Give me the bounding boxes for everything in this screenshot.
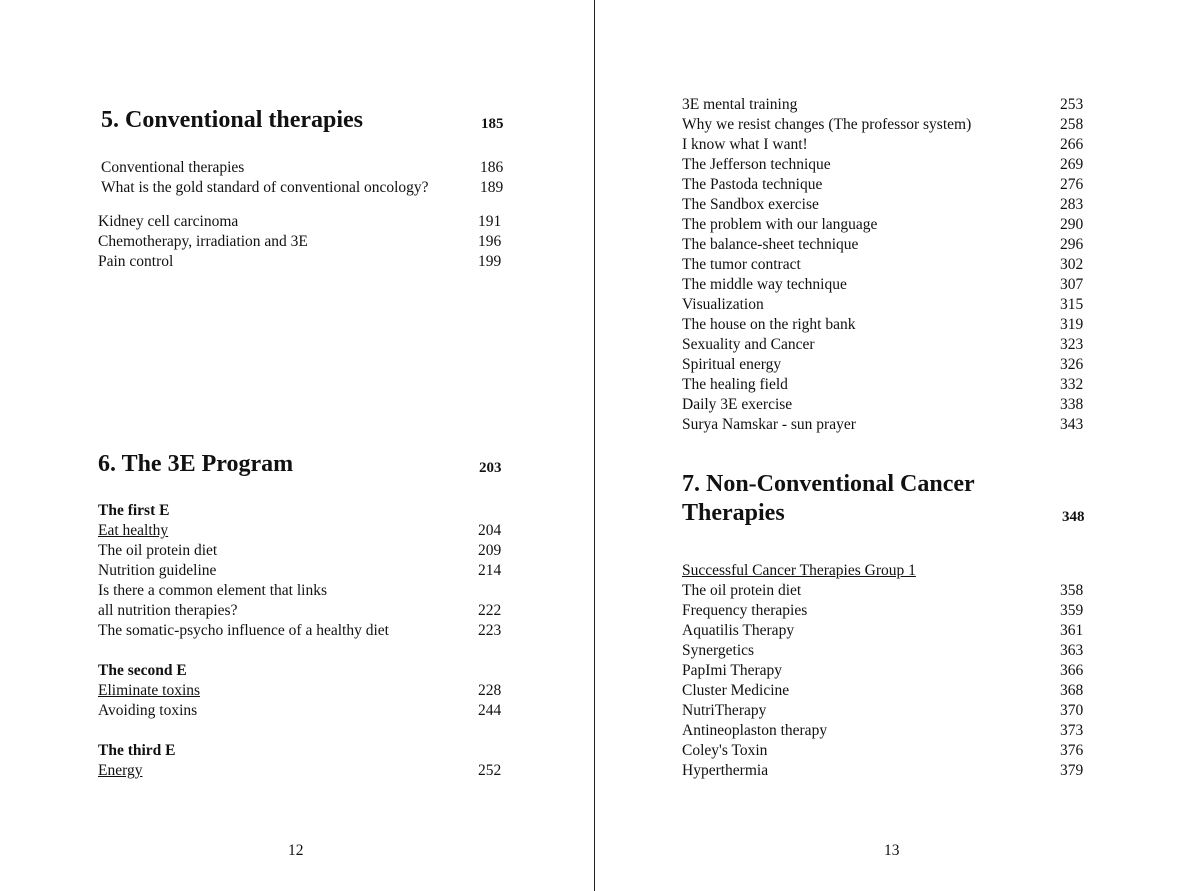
toc-entry: [98, 721, 518, 741]
toc-entry-title: Successful Cancer Therapies Group 1: [682, 562, 916, 579]
toc-entry-page: 368: [1060, 682, 1084, 699]
toc-entry-page: 366: [1060, 662, 1084, 679]
toc-entry: [682, 621, 1102, 641]
toc-entry-title: Energy: [98, 762, 143, 779]
toc-entry-title: Cluster Medicine: [682, 682, 790, 699]
toc-entry-page: 373: [1060, 722, 1084, 739]
toc-entry-page: 252: [478, 762, 502, 779]
chapter-6-entries: [98, 501, 518, 781]
chapter-6-title: 6. The 3E Program: [98, 451, 294, 477]
toc-entry: [682, 681, 1102, 701]
toc-entry-page: 258: [1060, 116, 1084, 133]
toc-entry: [98, 252, 518, 272]
toc-entry: [682, 315, 1102, 335]
toc-entry-title: Chemotherapy, irradiation and 3E: [98, 233, 308, 250]
toc-entry-page: 244: [478, 702, 502, 719]
toc-entry: [682, 581, 1102, 601]
toc-entry-page: 199: [478, 253, 502, 270]
toc-entry-title: The first E: [98, 502, 170, 519]
toc-entry: [98, 561, 518, 581]
toc-entry-title: The middle way technique: [682, 276, 847, 293]
toc-entry: [682, 135, 1102, 155]
toc-entry: [98, 681, 518, 701]
toc-entry-title: Eat healthy: [98, 522, 169, 539]
toc-entry: [682, 295, 1102, 315]
toc-entry: [98, 601, 518, 621]
toc-entry-title: Why we resist changes (The professor system): [682, 116, 972, 133]
toc-entry-page: 189: [480, 179, 504, 196]
chapter-6-page: 203: [479, 460, 502, 476]
chapter-7-page: 348: [1062, 509, 1085, 525]
toc-entry: [98, 521, 518, 541]
toc-entry-page: 361: [1060, 622, 1084, 639]
toc-entry-title: The oil protein diet: [98, 542, 218, 559]
toc-entry-title: Surya Namskar - sun prayer: [682, 416, 856, 433]
toc-entry-page: 204: [478, 522, 502, 539]
toc-entry-page: 222: [478, 602, 502, 619]
chapter-6-continued-entries: [682, 95, 1102, 435]
toc-entry-page: 209: [478, 542, 502, 559]
toc-entry-page: 315: [1060, 296, 1084, 313]
toc-entry: [98, 741, 518, 761]
toc-entry: [682, 415, 1102, 435]
toc-entry: [98, 661, 518, 681]
toc-entry: [98, 761, 518, 781]
toc-entry: [682, 115, 1102, 135]
toc-entry-page: 370: [1060, 702, 1084, 719]
toc-entry-page: 332: [1060, 376, 1084, 393]
toc-entry-title: Synergetics: [682, 642, 755, 659]
toc-entry-title: Pain control: [98, 253, 174, 270]
toc-entry-page: 186: [480, 159, 504, 176]
toc-entry: [101, 178, 521, 198]
toc-entry-page: 358: [1060, 582, 1084, 599]
toc-entry-title: The second E: [98, 662, 187, 679]
toc-entry-title: The tumor contract: [682, 256, 801, 273]
toc-entry-title: The Sandbox exercise: [682, 196, 819, 213]
toc-entry-title: Conventional therapies: [101, 159, 245, 176]
toc-entry: [682, 561, 1102, 581]
toc-entry-title: Coley's Toxin: [682, 742, 768, 759]
toc-entry: [682, 155, 1102, 175]
toc-entry: [98, 212, 518, 232]
toc-entry-page: 359: [1060, 602, 1084, 619]
toc-entry: [682, 641, 1102, 661]
toc-entry-page: 302: [1060, 256, 1084, 273]
toc-entry-title: I know what I want!: [682, 136, 808, 153]
toc-entry-page: 343: [1060, 416, 1084, 433]
toc-entry-title: The oil protein diet: [682, 582, 802, 599]
toc-entry-title: The house on the right bank: [682, 316, 856, 333]
toc-entry-page: 269: [1060, 156, 1084, 173]
toc-entry: [682, 741, 1102, 761]
toc-entry-page: 253: [1060, 96, 1084, 113]
toc-entry-title: Aquatilis Therapy: [682, 622, 795, 639]
toc-entry: [101, 158, 521, 178]
page-number-right: 13: [884, 842, 900, 859]
chapter-7-entries: [682, 561, 1102, 781]
toc-entry: [98, 232, 518, 252]
toc-entry: [682, 375, 1102, 395]
toc-entry-page: 283: [1060, 196, 1084, 213]
toc-entry-page: 326: [1060, 356, 1084, 373]
toc-entry-title: What is the gold standard of conventional oncology?: [101, 179, 429, 196]
chapter-7-title-line2: Therapies: [682, 500, 785, 526]
toc-entry-page: 379: [1060, 762, 1084, 779]
toc-entry-page: 290: [1060, 216, 1084, 233]
chapter-5-page: 185: [481, 116, 504, 132]
toc-entry-title: NutriTherapy: [682, 702, 767, 719]
toc-entry-title: Frequency therapies: [682, 602, 808, 619]
toc-entry-page: 296: [1060, 236, 1084, 253]
toc-entry: [682, 721, 1102, 741]
chapter-7-title-line1: 7. Non-Conventional Cancer: [682, 471, 975, 497]
toc-entry-title: The third E: [98, 742, 176, 759]
chapter-5-entries-2: [98, 212, 518, 272]
toc-entry-title: The Jefferson technique: [682, 156, 831, 173]
toc-entry-title: Spiritual energy: [682, 356, 782, 373]
toc-entry-title: Sexuality and Cancer: [682, 336, 815, 353]
toc-entry-title: The Pastoda technique: [682, 176, 823, 193]
toc-entry-page: 307: [1060, 276, 1084, 293]
toc-entry-title: The healing field: [682, 376, 788, 393]
toc-entry-title: Antineoplaston therapy: [682, 722, 828, 739]
toc-entry: [98, 581, 518, 601]
toc-entry-title: Avoiding toxins: [98, 702, 198, 719]
toc-entry-page: 266: [1060, 136, 1084, 153]
toc-entry: [682, 275, 1102, 295]
toc-entry: [98, 621, 518, 641]
toc-entry-page: 338: [1060, 396, 1084, 413]
toc-entry-title: Visualization: [682, 296, 764, 313]
toc-entry-page: 191: [478, 213, 502, 230]
toc-entry-title: Daily 3E exercise: [682, 396, 793, 413]
toc-entry: [682, 255, 1102, 275]
left-page: [0, 0, 594, 891]
toc-entry-page: 214: [478, 562, 502, 579]
toc-entry: [682, 395, 1102, 415]
toc-entry: [682, 95, 1102, 115]
toc-entry-page: 363: [1060, 642, 1084, 659]
toc-entry-page: 376: [1060, 742, 1084, 759]
toc-entry-page: 196: [478, 233, 502, 250]
page-number-left: 12: [288, 842, 304, 859]
toc-entry: [682, 701, 1102, 721]
toc-entry: [682, 235, 1102, 255]
toc-entry-title: The problem with our language: [682, 216, 878, 233]
toc-entry: [682, 661, 1102, 681]
toc-entry: [682, 601, 1102, 621]
toc-entry-title: Is there a common element that links: [98, 582, 327, 599]
toc-entry-title: Eliminate toxins: [98, 682, 201, 699]
toc-entry-title: Kidney cell carcinoma: [98, 213, 239, 230]
toc-entry-title: The somatic-psycho influence of a healthy diet: [98, 622, 389, 639]
chapter-5-entries-1: [101, 158, 521, 198]
toc-entry-title: 3E mental training: [682, 96, 798, 113]
toc-entry-title: PapImi Therapy: [682, 662, 783, 679]
toc-entry: [682, 215, 1102, 235]
toc-entry: [682, 355, 1102, 375]
toc-entry-title: all nutrition therapies?: [98, 602, 238, 619]
toc-entry: [682, 195, 1102, 215]
toc-entry: [682, 335, 1102, 355]
toc-entry: [98, 701, 518, 721]
toc-entry-title: Hyperthermia: [682, 762, 769, 779]
right-page: [595, 0, 1189, 891]
toc-entry-title: Nutrition guideline: [98, 562, 217, 579]
toc-entry: [682, 175, 1102, 195]
toc-entry: [98, 541, 518, 561]
toc-entry-page: 228: [478, 682, 502, 699]
toc-entry-page: 323: [1060, 336, 1084, 353]
toc-entry-page: 276: [1060, 176, 1084, 193]
toc-entry: [98, 501, 518, 521]
toc-entry-page: 319: [1060, 316, 1084, 333]
toc-entry: [682, 761, 1102, 781]
chapter-5-title: 5. Conventional therapies: [101, 107, 364, 133]
toc-entry-page: 223: [478, 622, 502, 639]
toc-entry: [98, 641, 518, 661]
toc-entry-title: The balance-sheet technique: [682, 236, 859, 253]
